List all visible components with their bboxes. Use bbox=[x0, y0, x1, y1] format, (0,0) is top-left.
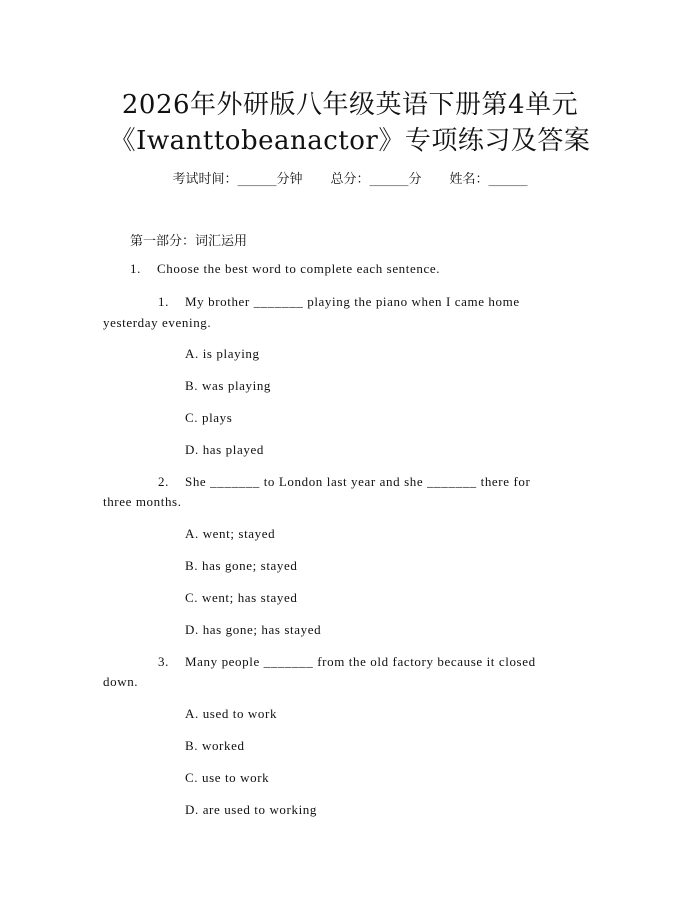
option-b: B. worked bbox=[185, 738, 245, 753]
document-title-line-1: 2026年外研版八年级英语下册第4单元 bbox=[121, 90, 579, 120]
question-stem: She _______ to London last year and she _______ there for bbox=[185, 474, 531, 489]
option-a: A. used to work bbox=[185, 706, 278, 721]
option-c: C. went; has stayed bbox=[185, 590, 298, 605]
question-stem: My brother _______ playing the piano when I came home bbox=[185, 294, 520, 309]
option-a: A. went; stayed bbox=[185, 526, 276, 541]
total-score: 总分：______分 bbox=[330, 172, 422, 187]
exam-time: 考试时间：______分钟 bbox=[172, 172, 303, 187]
question-number: 1. bbox=[158, 294, 169, 309]
question-stem-continued: yesterday evening. bbox=[103, 315, 212, 330]
question-stem: Many people _______ from the old factory because it closed bbox=[185, 654, 536, 669]
section-item-number: 1. bbox=[130, 261, 141, 276]
option-c: C. use to work bbox=[185, 770, 270, 785]
section-instruction: Choose the best word to complete each sentence. bbox=[157, 261, 441, 276]
option-b: B. has gone; stayed bbox=[185, 558, 298, 573]
option-d: D. has gone; has stayed bbox=[185, 622, 322, 637]
document-title-line-2: 《Iwanttobeanactor》专项练习及答案 bbox=[109, 126, 591, 156]
exam-meta-line bbox=[0, 168, 700, 187]
option-d: D. are used to working bbox=[185, 802, 317, 817]
option-a: A. is playing bbox=[185, 346, 260, 361]
question-stem-continued: down. bbox=[103, 674, 139, 689]
question-number: 3. bbox=[158, 654, 169, 669]
question-stem-continued: three months. bbox=[103, 494, 182, 509]
question-number: 2. bbox=[158, 474, 169, 489]
option-b: B. was playing bbox=[185, 378, 272, 393]
section-title: 第一部分：词汇运用 bbox=[130, 234, 248, 249]
option-d: D. has played bbox=[185, 442, 264, 457]
option-c: C. plays bbox=[185, 410, 233, 425]
student-name-field: 姓名：______ bbox=[449, 172, 528, 187]
